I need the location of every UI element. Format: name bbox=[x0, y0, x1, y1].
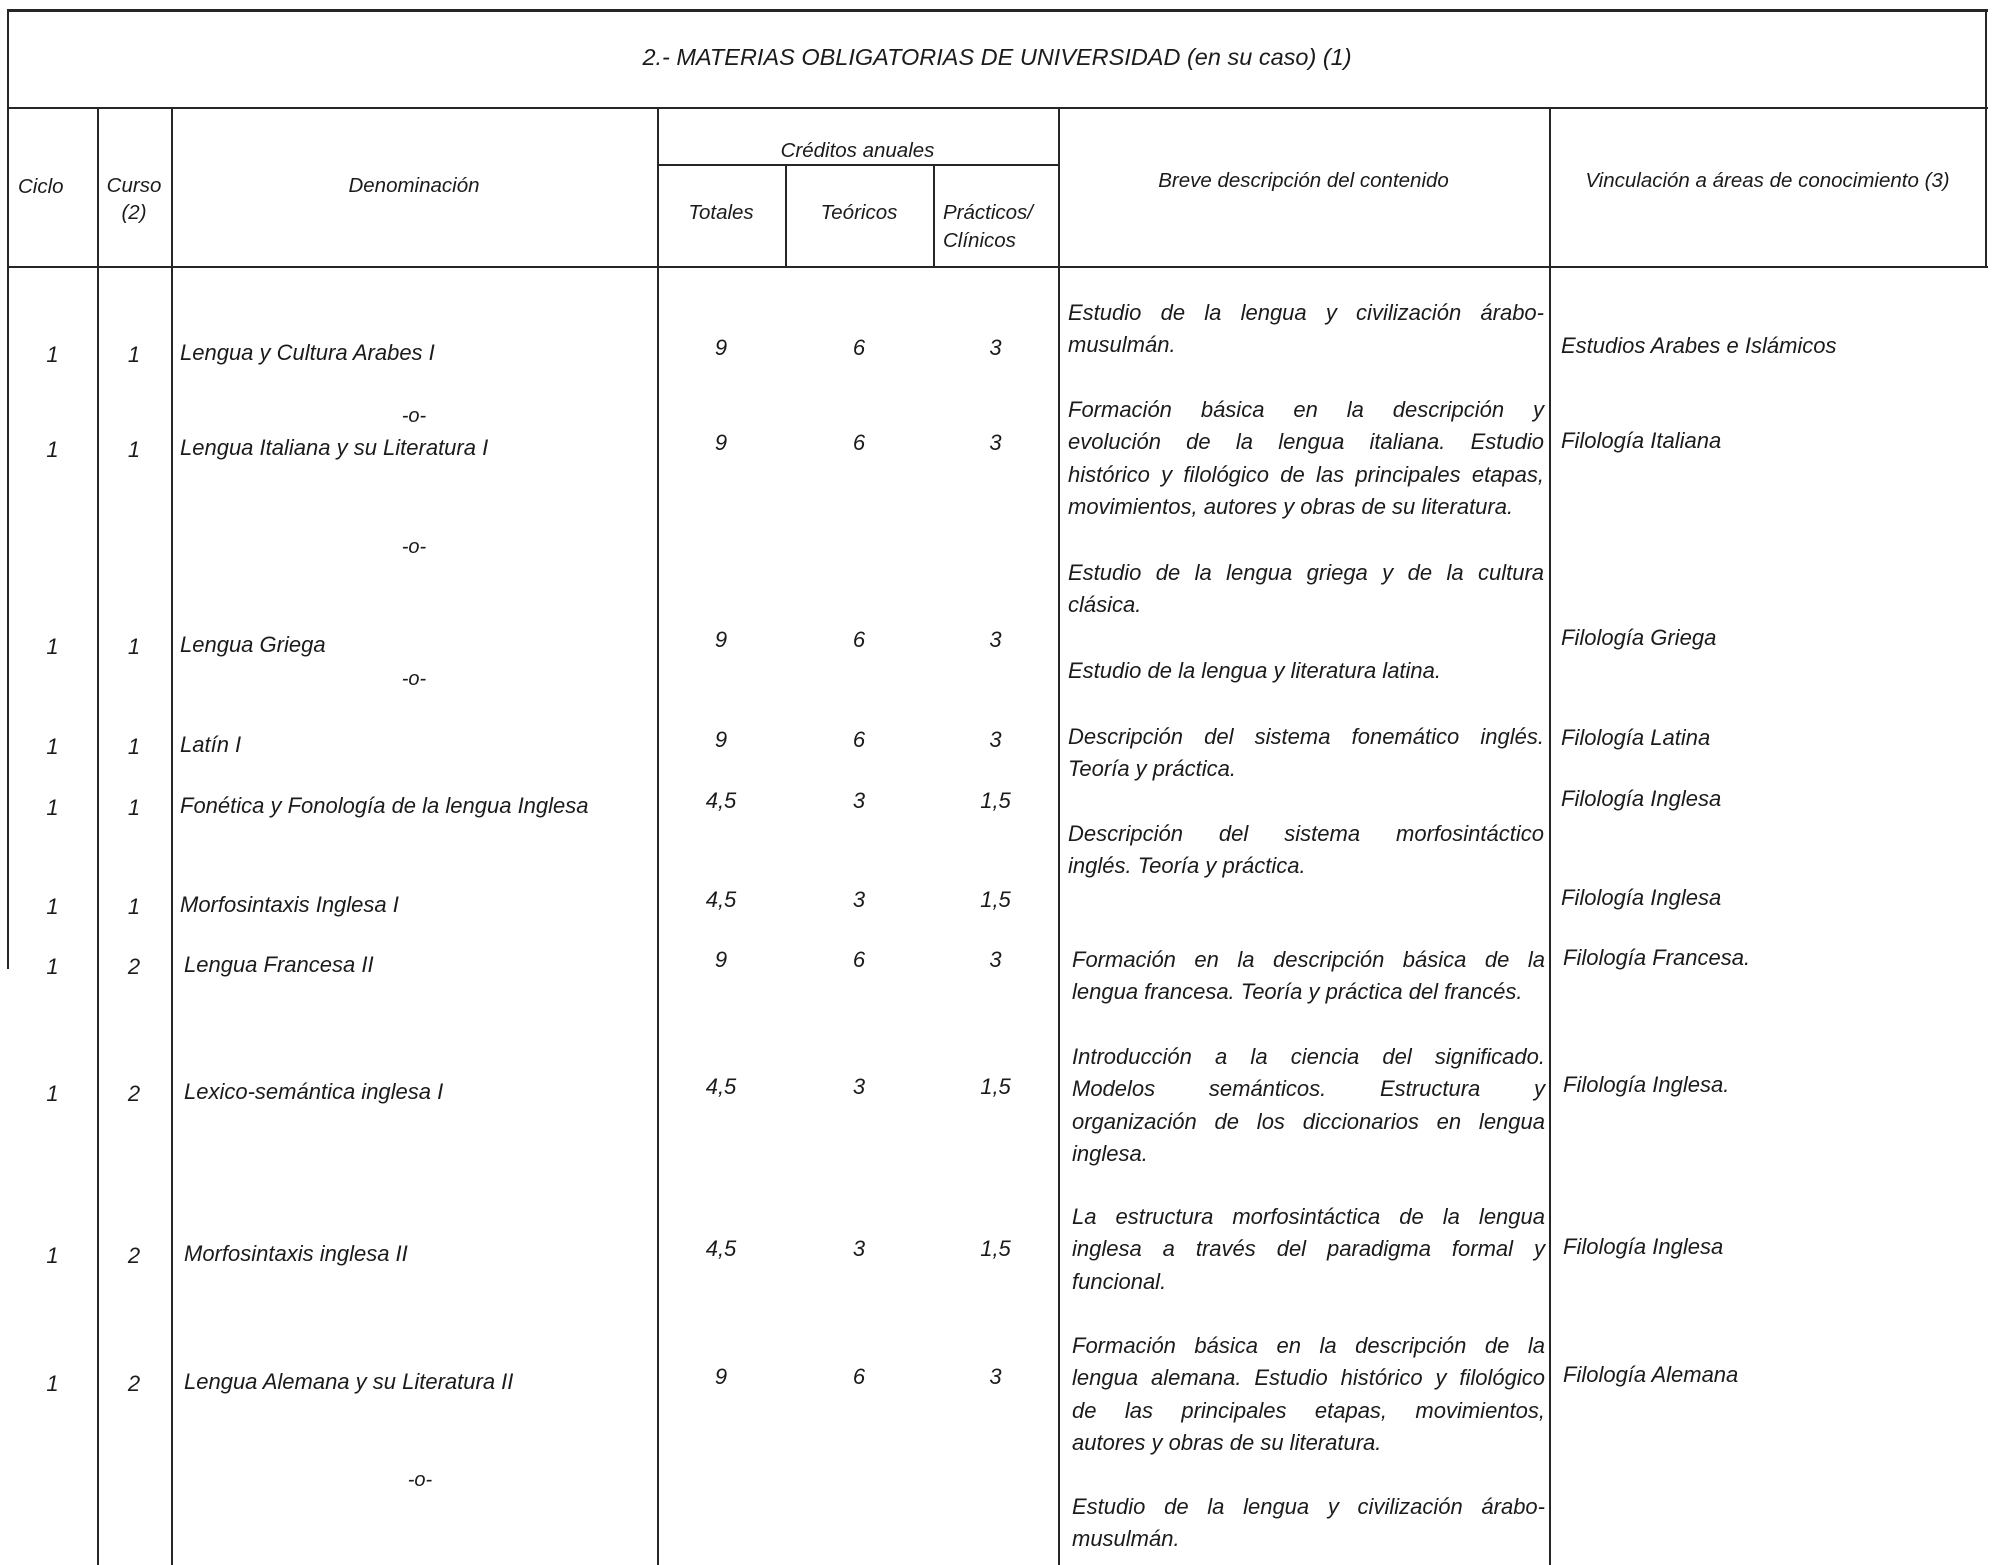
header-practicos: Prácticos/ bbox=[943, 201, 1033, 224]
header-curso-note: (2) bbox=[121, 201, 147, 224]
curso-cell: 1 bbox=[127, 437, 141, 462]
description-line: Introducción a la ciencia del significado. bbox=[1072, 1044, 1545, 1069]
practicos-cell: 1,5 bbox=[980, 1236, 1011, 1261]
teoricos-cell: 6 bbox=[852, 627, 866, 652]
table-row bbox=[0, 1234, 1996, 1268]
separator-mark: -o- bbox=[401, 668, 427, 690]
curso-cell: 1 bbox=[127, 734, 141, 759]
vinculacion-cell: Filología Inglesa bbox=[1561, 786, 1722, 811]
denominacion-cell: Morfosintaxis Inglesa I bbox=[180, 892, 399, 917]
grid-line bbox=[1549, 107, 1551, 1565]
teoricos-cell: 3 bbox=[852, 788, 866, 813]
description-line: lengua alemana. Estudio histórico y filológico bbox=[1072, 1365, 1545, 1391]
curso-cell: 1 bbox=[127, 795, 141, 820]
description-line: La estructura morfosintáctica de la lengua bbox=[1072, 1204, 1545, 1229]
teoricos-cell: 3 bbox=[852, 1074, 866, 1099]
practicos-cell: 3 bbox=[989, 335, 1002, 360]
grid-line bbox=[8, 9, 1988, 12]
ciclo-cell: 1 bbox=[46, 734, 59, 759]
description-line: clásica. bbox=[1068, 592, 1142, 618]
description-block bbox=[1068, 297, 1544, 362]
denominacion-cell: Lengua y Cultura Arabes I bbox=[180, 340, 435, 365]
ciclo-cell: 1 bbox=[46, 342, 59, 367]
curso-cell: 1 bbox=[127, 342, 141, 367]
teoricos-cell: 3 bbox=[852, 1236, 866, 1261]
grid-line bbox=[97, 107, 99, 1565]
ciclo-cell: 1 bbox=[46, 1371, 59, 1396]
description-block bbox=[1068, 394, 1544, 523]
description-block bbox=[1068, 818, 1544, 883]
description-line: histórico y filológico de las principales etapas, bbox=[1068, 461, 1544, 487]
description-line: inglesa. bbox=[1072, 1140, 1148, 1166]
ciclo-cell: 1 bbox=[46, 1243, 59, 1268]
table-row bbox=[0, 1072, 1996, 1106]
separator-mark: -o- bbox=[407, 1469, 433, 1491]
denominacion-cell: Lengua Francesa II bbox=[184, 952, 374, 977]
totales-cell: 4,5 bbox=[705, 788, 737, 813]
header-ciclo: Ciclo bbox=[18, 175, 64, 198]
table-row bbox=[0, 625, 1996, 659]
table-row bbox=[0, 1362, 1996, 1396]
description-block bbox=[1072, 1330, 1545, 1459]
description-line: Descripción del sistema fonemático inglés. bbox=[1068, 724, 1544, 749]
denominacion-cell: Lexico-semántica inglesa I bbox=[184, 1079, 444, 1104]
grid-line bbox=[8, 107, 1988, 109]
vinculacion-cell: Filología Griega bbox=[1561, 625, 1717, 650]
description-line: inglés. Teoría y práctica. bbox=[1068, 853, 1306, 879]
practicos-cell: 1,5 bbox=[980, 887, 1011, 912]
practicos-cell: 1,5 bbox=[980, 788, 1011, 813]
header-creditos-anuales: Créditos anuales bbox=[780, 139, 935, 162]
page-title: 2.- MATERIAS OBLIGATORIAS DE UNIVERSIDAD (en su caso) (1) bbox=[642, 44, 1352, 70]
header-totales: Totales bbox=[688, 201, 754, 224]
denominacion-cell: Lengua Griega bbox=[180, 632, 326, 657]
separator-mark: -o- bbox=[401, 405, 427, 427]
denominacion-cell: Latín I bbox=[180, 732, 242, 757]
curso-cell: 1 bbox=[127, 634, 141, 659]
grid-line bbox=[171, 107, 173, 1565]
ciclo-cell: 1 bbox=[46, 954, 59, 979]
practicos-cell: 3 bbox=[989, 947, 1002, 972]
description-line: movimientos, autores y obras de su literatura. bbox=[1068, 493, 1514, 519]
description-line: Modelos semánticos. Estructura y bbox=[1072, 1076, 1545, 1102]
totales-cell: 9 bbox=[714, 1364, 728, 1389]
vinculacion-cell: Estudios Arabes e Islámicos bbox=[1561, 333, 1837, 358]
denominacion-cell: Fonética y Fonología de la lengua Inglesa bbox=[180, 793, 589, 818]
description-line: Estudio de la lengua y civilización árabo- bbox=[1072, 1494, 1545, 1519]
header-teoricos: Teóricos bbox=[820, 201, 898, 224]
description-line: autores y obras de su literatura. bbox=[1072, 1429, 1382, 1455]
table-row bbox=[0, 885, 1996, 919]
denominacion-cell: Lengua Alemana y su Literatura II bbox=[184, 1369, 514, 1394]
curso-cell: 2 bbox=[127, 1371, 141, 1396]
description-line: musulmán. bbox=[1072, 1526, 1180, 1552]
ciclo-cell: 1 bbox=[46, 1081, 59, 1106]
totales-cell: 9 bbox=[714, 335, 728, 360]
totales-cell: 9 bbox=[714, 727, 728, 752]
description-line: Formación en la descripción básica de la bbox=[1072, 947, 1545, 972]
description-line: organización de los diccionarios en lengua bbox=[1072, 1108, 1545, 1134]
description-line: Estudio de la lengua griega y de la cultura bbox=[1068, 560, 1544, 585]
description-line: Estudio de la lengua y literatura latina. bbox=[1068, 658, 1442, 683]
table-row bbox=[0, 725, 1996, 759]
header-denominacion: Denominación bbox=[348, 174, 480, 197]
ciclo-cell: 1 bbox=[46, 894, 59, 919]
ciclo-cell: 1 bbox=[46, 795, 59, 820]
header-descripcion: Breve descripción del contenido bbox=[1158, 169, 1449, 192]
description-block bbox=[1072, 1041, 1545, 1170]
curso-cell: 2 bbox=[127, 1081, 141, 1106]
description-line: musulmán. bbox=[1068, 332, 1176, 358]
practicos-cell: 3 bbox=[989, 430, 1002, 455]
totales-cell: 9 bbox=[714, 430, 728, 455]
ciclo-cell: 1 bbox=[46, 437, 59, 462]
totales-cell: 9 bbox=[714, 947, 728, 972]
grid-line bbox=[1058, 107, 1060, 1565]
vinculacion-cell: Filología Francesa. bbox=[1563, 945, 1751, 970]
teoricos-cell: 3 bbox=[852, 887, 866, 912]
totales-cell: 4,5 bbox=[705, 1074, 737, 1099]
description-line: Teoría y práctica. bbox=[1068, 756, 1236, 782]
description-line: Formación básica en la descripción de la bbox=[1072, 1333, 1545, 1358]
practicos-cell: 3 bbox=[989, 1364, 1002, 1389]
header-vinculacion: Vinculación a áreas de conocimiento (3) bbox=[1585, 169, 1950, 192]
denominacion-cell: Lengua Italiana y su Literatura I bbox=[180, 435, 489, 460]
curso-cell: 2 bbox=[127, 1243, 141, 1268]
description-line: Formación básica en la descripción y bbox=[1068, 397, 1544, 422]
ciclo-cell: 1 bbox=[46, 634, 59, 659]
vinculacion-cell: Filología Inglesa. bbox=[1563, 1072, 1730, 1097]
totales-cell: 4,5 bbox=[705, 1236, 737, 1261]
totales-cell: 9 bbox=[714, 627, 728, 652]
grid-line bbox=[658, 164, 1059, 166]
description-block bbox=[1072, 1491, 1545, 1556]
description-block bbox=[1072, 944, 1545, 1009]
teoricos-cell: 6 bbox=[852, 335, 866, 360]
totales-cell: 4,5 bbox=[705, 887, 737, 912]
description-line: lengua francesa. Teoría y práctica del francés. bbox=[1072, 979, 1523, 1005]
description-line: evolución de la lengua italiana. Estudio bbox=[1068, 429, 1544, 455]
teoricos-cell: 6 bbox=[852, 1364, 866, 1389]
vinculacion-cell: Filología Alemana bbox=[1563, 1362, 1739, 1387]
denominacion-cell: Morfosintaxis inglesa II bbox=[184, 1241, 408, 1266]
teoricos-cell: 6 bbox=[852, 430, 866, 455]
header-curso: Curso bbox=[106, 174, 162, 197]
separator-mark: -o- bbox=[401, 536, 427, 558]
vinculacion-cell: Filología Italiana bbox=[1561, 428, 1722, 453]
table-row bbox=[0, 428, 1996, 462]
description-block bbox=[1068, 655, 1544, 687]
curso-cell: 1 bbox=[127, 894, 141, 919]
grid-line bbox=[8, 266, 1988, 268]
description-line: de las principales etapas, movimientos, bbox=[1072, 1397, 1545, 1423]
description-block bbox=[1068, 557, 1544, 622]
curso-cell: 2 bbox=[127, 954, 141, 979]
vinculacion-cell: Filología Inglesa bbox=[1563, 1234, 1724, 1259]
grid-line bbox=[7, 9, 9, 969]
teoricos-cell: 6 bbox=[852, 727, 866, 752]
practicos-cell: 1,5 bbox=[980, 1074, 1011, 1099]
description-block bbox=[1068, 721, 1544, 786]
table-row bbox=[0, 786, 1996, 820]
description-line: funcional. bbox=[1072, 1268, 1167, 1294]
description-line: Estudio de la lengua y civilización árabo- bbox=[1068, 300, 1544, 325]
grid-line bbox=[933, 164, 935, 267]
grid-line bbox=[657, 107, 659, 1565]
teoricos-cell: 6 bbox=[852, 947, 866, 972]
practicos-cell: 3 bbox=[989, 727, 1002, 752]
vinculacion-cell: Filología Latina bbox=[1561, 725, 1711, 750]
description-line: Descripción del sistema morfosintáctico bbox=[1068, 821, 1544, 846]
description-line: inglesa a través del paradigma formal y bbox=[1072, 1236, 1545, 1262]
table-row bbox=[0, 945, 1996, 979]
header-clinicos: Clínicos bbox=[943, 229, 1016, 252]
practicos-cell: 3 bbox=[989, 627, 1002, 652]
table-row bbox=[0, 333, 1996, 367]
description-block bbox=[1072, 1201, 1545, 1298]
vinculacion-cell: Filología Inglesa bbox=[1561, 885, 1722, 910]
